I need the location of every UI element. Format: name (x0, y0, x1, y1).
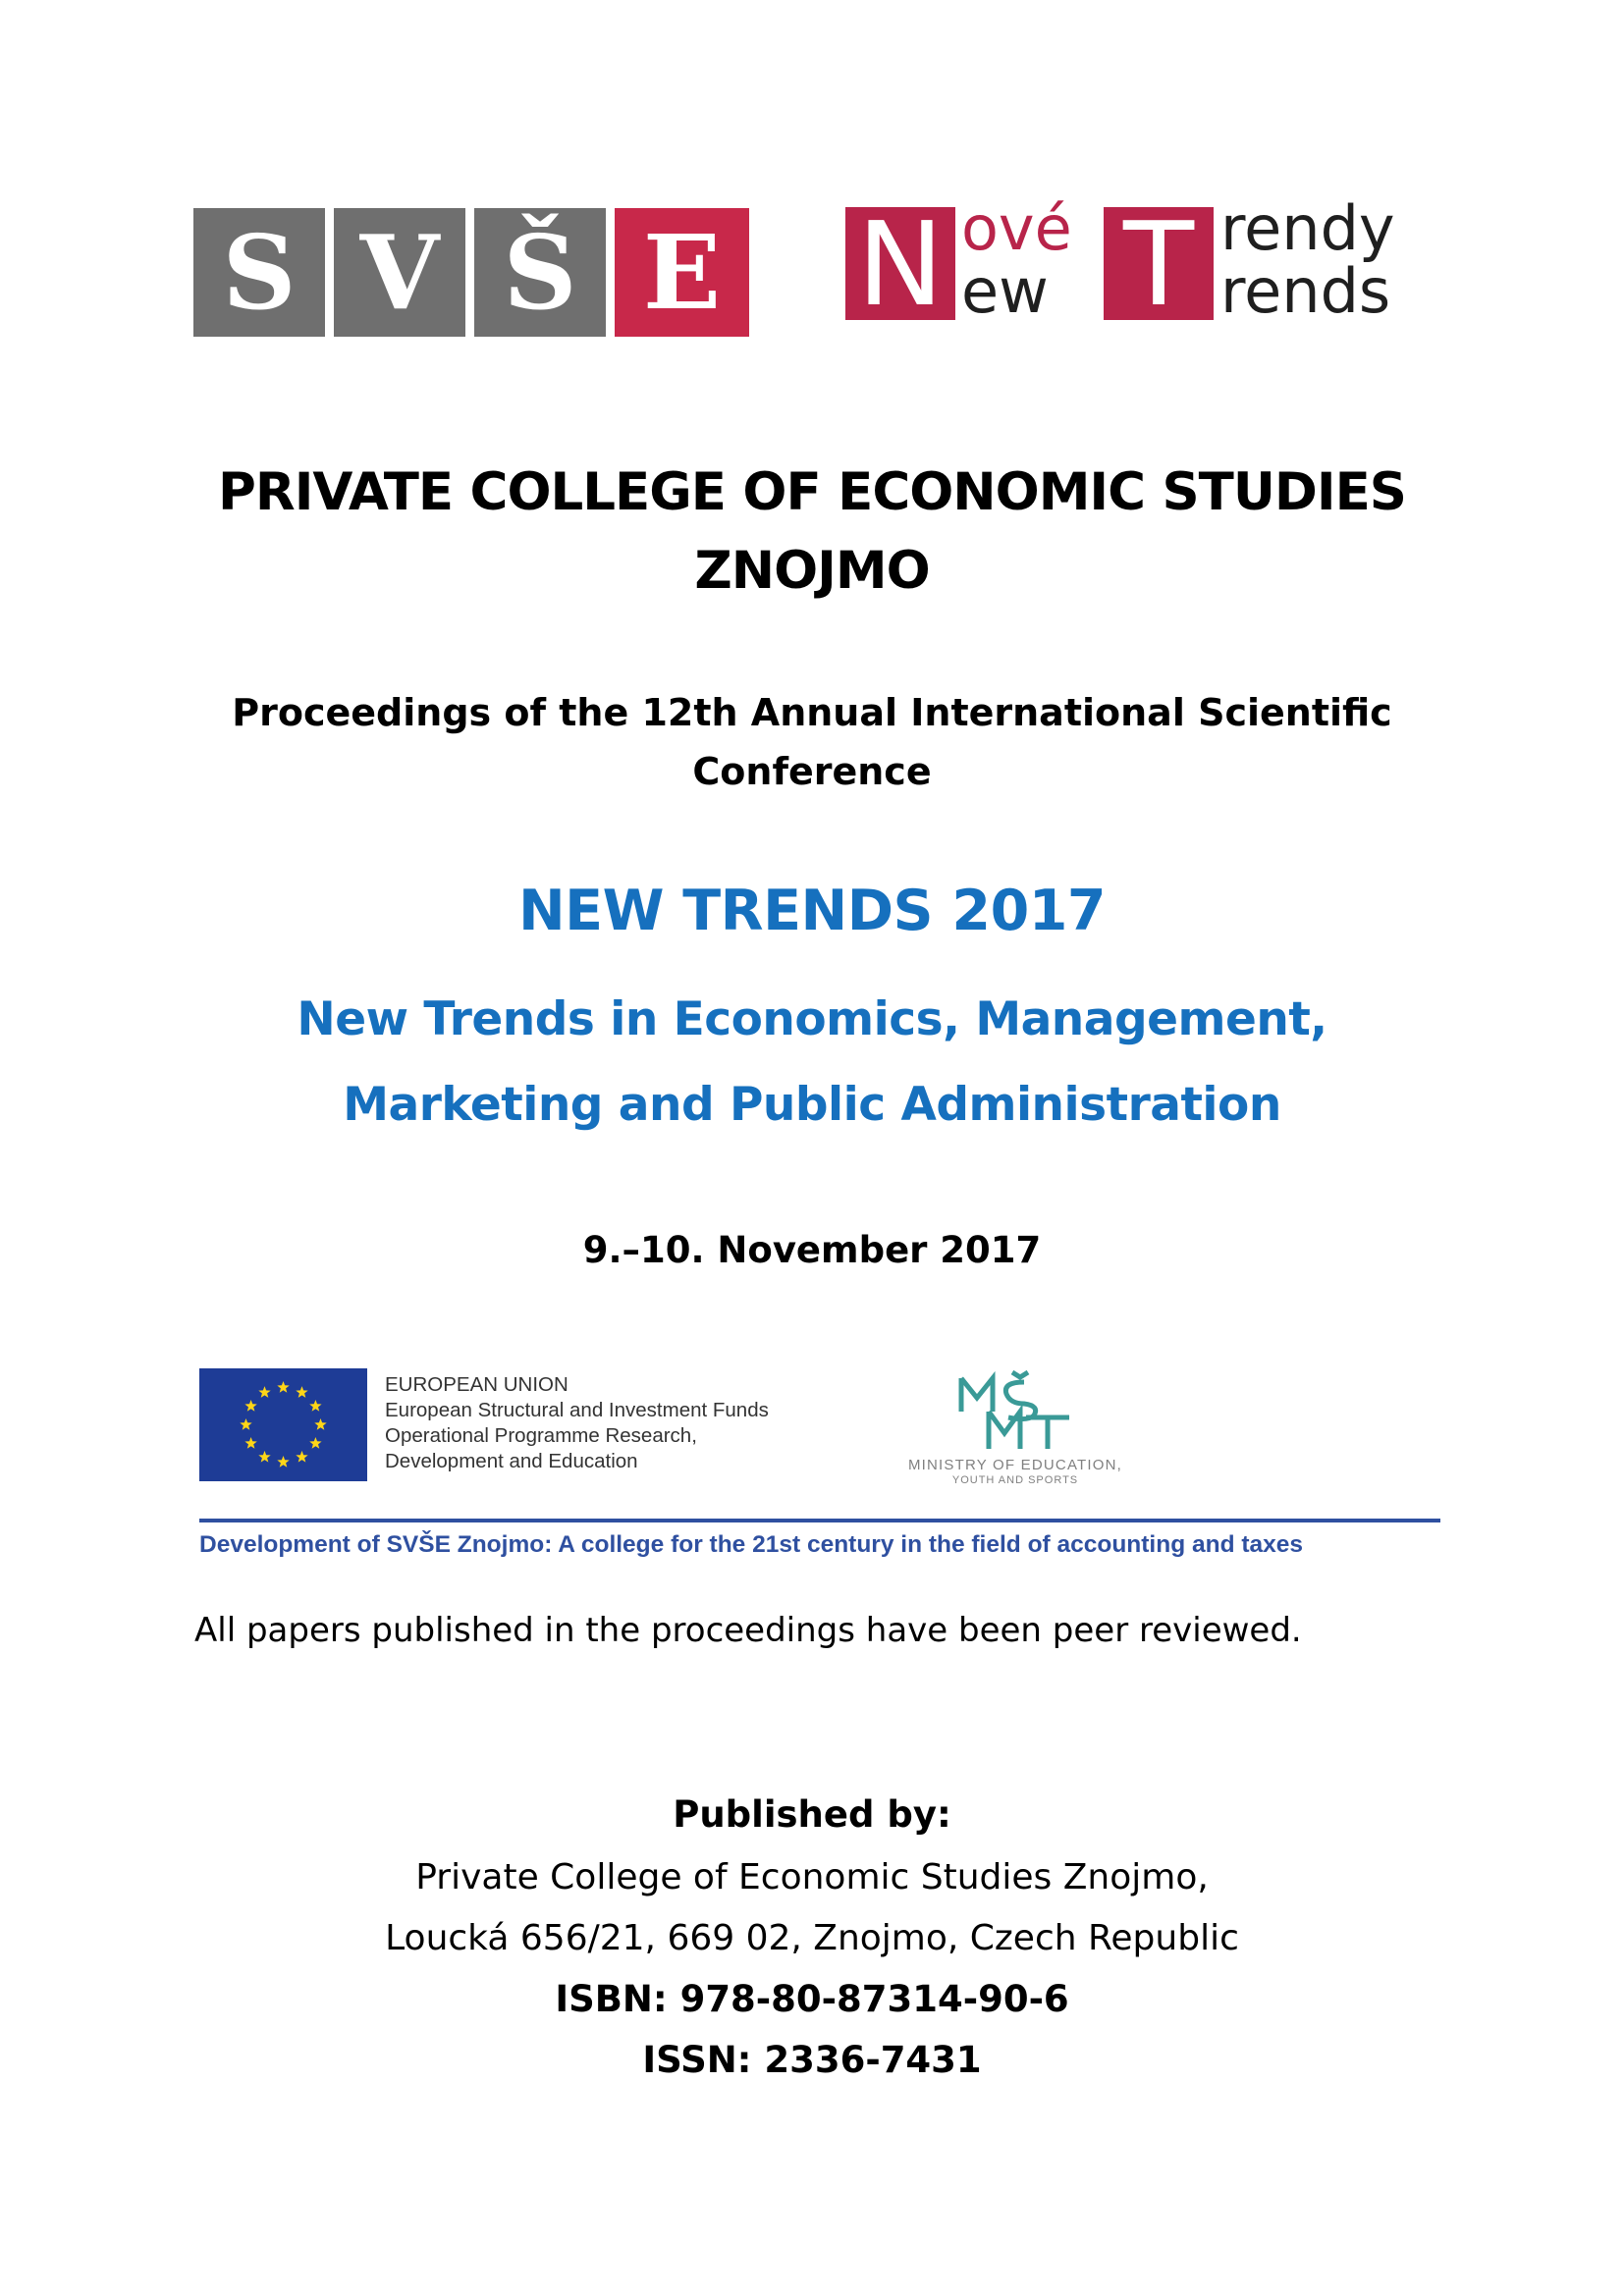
eu-star-icon (277, 1456, 289, 1468)
eu-funding-line: Operational Programme Research, (385, 1424, 697, 1447)
publisher-label: Published by: (673, 1793, 951, 1836)
publisher-address: Loucká 656/21, 669 02, Znojmo, Czech Republic (385, 1918, 1239, 1958)
new-trends-logo-box-t: T (1104, 207, 1214, 320)
new-trends-logo (841, 192, 1411, 332)
publisher-name: Private College of Economic Studies Znojmo, (415, 1857, 1209, 1897)
eu-funding-line: European Structural and Investment Funds (385, 1399, 769, 1421)
msmt-caption: MINISTRY OF EDUCATION, (907, 1457, 1123, 1473)
proceedings-heading (0, 683, 1624, 801)
eu-star-icon (314, 1418, 326, 1430)
eu-star-icon (258, 1451, 270, 1463)
issn: ISSN: 2336-7431 (642, 2039, 982, 2081)
svse-logo-letter: E (615, 208, 749, 337)
eu-funding-line: EUROPEAN UNION (385, 1373, 568, 1396)
conference-subtitle (0, 977, 1624, 1148)
new-trends-logo-box-n: N (845, 207, 955, 320)
institution-title-line: PRIVATE COLLEGE OF ECONOMIC STUDIES (218, 462, 1406, 522)
svse-logo-letter: V (334, 208, 465, 337)
eu-funding-line: Development and Education (385, 1450, 638, 1472)
eu-star-icon (309, 1437, 321, 1449)
svse-logo-letter: Š (474, 208, 606, 337)
eu-star-icon (277, 1381, 289, 1393)
proceedings-line: Conference (692, 750, 932, 793)
conference-subtitle-line: New Trends in Economics, Management, (297, 992, 1327, 1046)
svse-logo-letter: S (193, 208, 325, 337)
msmt-caption: YOUTH AND SPORTS (951, 1474, 1079, 1486)
eu-star-icon (244, 1400, 256, 1412)
eu-funding-text (385, 1372, 769, 1474)
new-trends-logo-word: rendy (1220, 192, 1395, 264)
isbn: ISBN: 978-80-87314-90-6 (555, 1978, 1069, 2020)
institution-title (0, 454, 1624, 611)
conference-date: 9.–10. November 2017 (582, 1229, 1042, 1271)
eu-star-icon (244, 1437, 256, 1449)
msmt-logo (887, 1368, 1144, 1486)
new-trends-logo-word: ové (961, 192, 1072, 264)
eu-star-icon (309, 1400, 321, 1412)
eu-star-icon (296, 1451, 307, 1463)
new-trends-logo-word: ew (961, 255, 1049, 327)
eu-star-icon (296, 1386, 307, 1398)
eu-star-icon (258, 1386, 270, 1398)
conference-subtitle-line: Marketing and Public Administration (343, 1078, 1281, 1132)
peer-review-note: All papers published in the proceedings have been peer reviewed. (194, 1611, 1302, 1650)
new-trends-logo-word: rends (1220, 255, 1391, 327)
project-divider (199, 1519, 1440, 1522)
project-title: Development of SVŠE Znojmo: A college for the 21st century in the field of accounting and taxes (199, 1531, 1303, 1558)
msmt-logo-icon (887, 1368, 1144, 1457)
institution-title-line: ZNOJMO (694, 541, 930, 601)
conference-title: NEW TRENDS 2017 (517, 879, 1107, 943)
eu-star-icon (240, 1418, 251, 1430)
proceedings-line: Proceedings of the 12th Annual International Scientific (232, 691, 1392, 734)
svse-logo (193, 208, 749, 337)
eu-flag-icon (199, 1368, 367, 1481)
